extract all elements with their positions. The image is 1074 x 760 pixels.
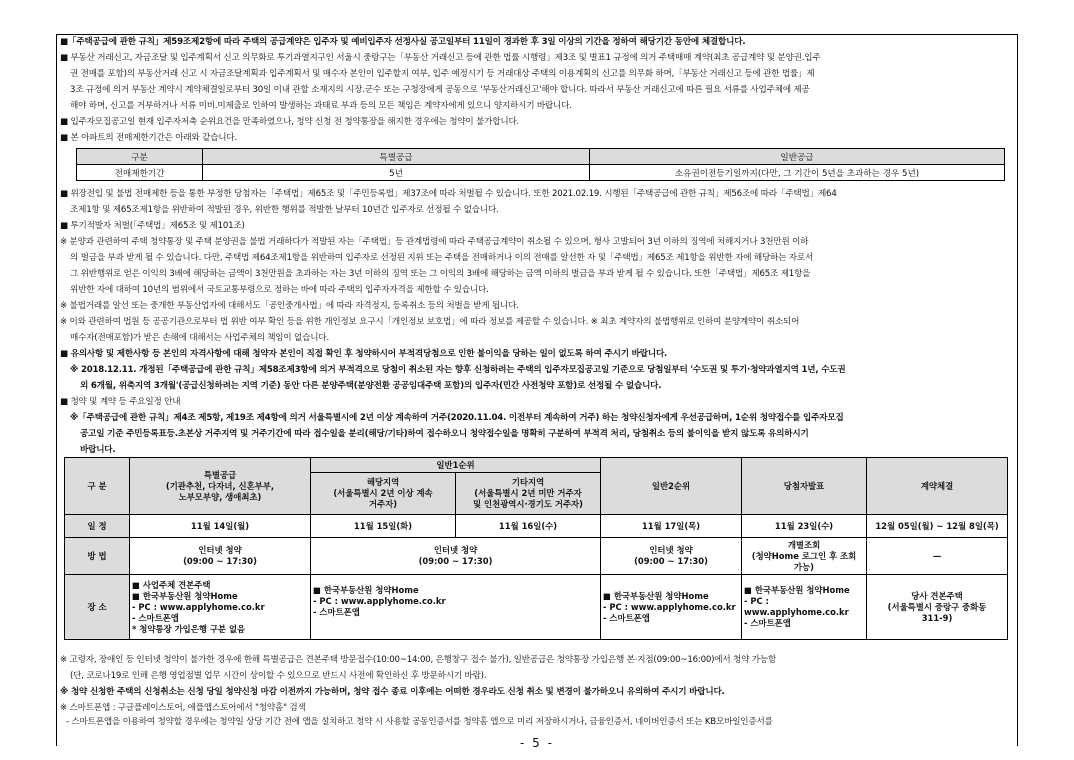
place-first: ■ 한국부동산원 청약Home - PC : www.applyhome.co.kr - 스마트폰앱 xyxy=(311,575,601,640)
notice-contract-period: ■「주택공급에 관한 규칙」제59조제2항에 따라 주택의 공급계약은 입주자 및 예비입주자 선정사실 공고일부터 11일이 경과한 후 3일 이상의 기간을 정하여 해당기간 동안에 체결합니다. xyxy=(60,37,746,47)
row-label: 전매제한기간 xyxy=(77,165,203,181)
notice-savings: ■ 입주자모집공고일 현재 입주자저축 순위요건을 만족하였으나, 청약 신청 전 청약통장을 해지한 경우에는 청약이 불가합니다. xyxy=(60,117,520,127)
notice-line: 해야 하며, 신고를 거부하거나 서류 미비.미제출로 인하여 발생하는 과태료 부과 등의 모든 책임은 계약자에게 있으니 양지하시기 바랍니다. xyxy=(70,101,572,111)
notice-line: 3조 규정에 의거 부동산 계약시 계약체결일로부터 30일 이내 관할 소재지의 시장.군수 또는 구청장에게 공동으로 '부동산거래신고'해야 합니다. 따라서 부동산 거래신고에 따른 필요 서류를 사업주체에 제공 xyxy=(70,85,810,95)
notice-line: ■ 유의사항 및 제한사항 등 본인의 자격사항에 대해 청약자 본인이 직접 확인 후 청약하시어 부적격당첨으로 인한 불이익을 당하는 일이 없도록 하여 주시기 바랍니다. xyxy=(60,349,668,359)
notice-line: ※ 분양과 관련하여 주택 청약통장 및 주택 분양권을 불법 거래하다가 적발된 자는「주택법」등 관계법령에 따라 주택공급계약이 취소될 수 있으며, 형사 고발되어 3년 이하의 징역에 처해지거나 3천만원 이하 xyxy=(60,237,809,247)
notice-line: ※「주택공급에 관한 규칙」제4조 제5항, 제19조 제4항에 의거 서울특별시에 2년 이상 계속하여 거주(2020.11.04. 이전부터 계속하여 거주) 하는 청약신청자에게 우선공급하며, 1순위 청약접수를 입주자모집 xyxy=(70,413,844,423)
resale-restriction-table xyxy=(76,148,1005,181)
notice-line: ※ 고령자, 장애인 등 인터넷 청약이 불가한 경우에 한해 특별공급은 견본주택 방문접수(10:00~14:00, 은행창구 접수 불가), 일반공급은 청약통장 가입은행 본·지점(09:00~16:00)에서 청약 가능함 xyxy=(60,655,777,665)
notice-line: ※ 2018.12.11. 개정된「주택공급에 관한 규칙」제58조제3항에 의거 부적격으로 당첨이 취소된 자는 향후 신청하려는 주택의 입주자모집공고일 기준으로 당첨일부터 '수도권 및 투기·청약과열지역 1년, 수도권 xyxy=(70,365,846,375)
date-contract: 12월 05일(월) ~ 12월 8일(목) xyxy=(867,515,1008,538)
notice-line: 외 6개월, 위축지역 3개월'(공급신청하려는 지역 기준) 동안 다른 분양주택(분양전환 공공임대주택 포함)의 입주자(민간 사전청약 포함)로 선정될 수 없습니다. xyxy=(80,381,662,391)
method-winner: 개별조회 (청약Home 로그인 후 조회 가능) xyxy=(742,538,867,575)
col-first-local: 해당지역 (서울특별시 2년 이상 계속 거주자) xyxy=(311,473,456,515)
notice-line: 공고일 기준 주민등록표등.초본상 거주지역 및 거주기간에 따라 접수일을 분리(해당/기타)하여 접수하오니 청약접수일을 명확히 구분하여 부적격 처리, 당첨취소 등의 불이익을 받지 않도록 유의하시기 xyxy=(80,429,809,439)
notice-line: ※ 이와 관련하여 법원 등 공공기관으로부터 법 위반 여부 확인 등을 위한 개인정보 요구시「개인정보 보호법」에 따라 정보를 제공할 수 있습니다. ※ 최초 계약자의 불법행위로 인하여 분양계약이 취소되어 xyxy=(60,317,800,327)
notice-resale-period: ■ 본 아파트의 전매제한기간은 아래와 같습니다. xyxy=(60,133,238,143)
place-winner: ■ 한국부동산원 청약Home - PC : www.applyhome.co.kr - 스마트폰앱 xyxy=(742,575,867,640)
method-special: 인터넷 청약 (09:00 ~ 17:30) xyxy=(130,538,311,575)
col-first: 일반1순위 xyxy=(311,458,601,473)
date-first-local: 11월 15일(화) xyxy=(311,515,456,538)
method-contract: — xyxy=(867,538,1008,575)
page-number: - 5 - xyxy=(520,736,554,750)
notice-line: 의 벌금을 부과 받게 될 수 있습니다. 다만, 주택법 제64조제1항을 위반하여 입주자로 선정된 지위 또는 주택을 전매하거나 이의 전매를 알선한 자 및「주택법」제65조 제1항을 위반한 자에 해당하는 자로서 xyxy=(70,253,814,263)
notice-line: 위반한 자에 대하여 10년의 범위에서 국토교통부령으로 정하는 바에 따라 주택의 입주자자격을 제한할 수 있습니다. xyxy=(70,285,489,295)
date-second: 11월 17일(목) xyxy=(601,515,742,538)
col-winner: 당첨자발표 xyxy=(742,458,867,515)
general-value: 소유권이전등기일까지(다만, 그 기간이 5년을 초과하는 경우 5년) xyxy=(590,165,1005,181)
row-method-label: 방 법 xyxy=(65,538,130,575)
schedule-table xyxy=(64,457,1008,640)
col-gubun: 구 분 xyxy=(65,458,130,515)
notice-line: ※ 불법거래를 알선 또는 중개한 부동산업자에 대해서도「공인중개사법」에 따라 자격정지, 등록취소 등의 처벌을 받게 됩니다. xyxy=(60,301,519,311)
place-second: ■ 한국부동산원 청약Home - PC : www.applyhome.co.kr - 스마트폰앱 xyxy=(601,575,742,640)
notice-line: (단, 코로나19로 인해 은행 영업점별 업무 시간이 상이할 수 있으므로 반드시 사전에 확인하신 후 방문하시기 바람). xyxy=(70,671,487,681)
col-second: 일반2순위 xyxy=(601,458,742,515)
header-gubun: 구분 xyxy=(77,149,203,165)
notice-line: 조제1항 및 제65조제1항을 위반하여 적발된 경우, 위반한 행위를 적발한 날부터 10년간 입주자로 선정될 수 없습니다. xyxy=(70,205,499,215)
notice-line: ※ 스마트폰앱 : 구글플레이스토어, 애플앱스토어에서 "청약홈" 검색 xyxy=(60,703,306,713)
row-date-label: 일 정 xyxy=(65,515,130,538)
notice-line: ■ 청약 및 계약 등 주요일정 안내 xyxy=(60,397,181,407)
header-special: 특별공급 xyxy=(203,149,590,165)
header-general: 일반공급 xyxy=(590,149,1005,165)
date-winner: 11월 23일(수) xyxy=(742,515,867,538)
notice-line: 매수자(전매포함)가 받은 손해에 대해서는 사업주체의 책임이 없습니다. xyxy=(70,333,329,343)
notice-line: 권 전매를 포함)의 부동산거래 신고 시 자금조달계획과 입주계획서 및 매수자 본인이 입주할지 여부, 입주 예정시기 등 거래대상 주택의 이용계획의 신고를 의무화 하며,「부동산 거래신고 등에 관한 법률」제 xyxy=(70,69,815,79)
place-special: ■ 사업주체 견본주택 ■ 한국부동산원 청약Home - PC : www.applyhome.co.kr - 스마트폰앱 * 청약통장 가입은행 구분 없음 xyxy=(130,575,311,640)
notice-real-estate-report: ■ 부동산 거래신고, 자금조달 및 입주계획서 신고 의무화로 투기과열지구인 서울시 중랑구는「부동산 거래신고 등에 관한 법률 시행령」제3조 및 별표1 규정에 의거 주택매매 계약(최초 공급계약 및 분양권.입주 xyxy=(60,53,821,63)
notice-line: 바랍니다. xyxy=(80,445,116,455)
special-value: 5년 xyxy=(203,165,590,181)
notice-line: - 스마트폰앱을 이용하여 청약할 경우에는 청약일 상당 기간 전에 앱을 설치하고 청약 시 사용할 공동인증서를 청약홈 앱으로 미리 저장하시거나, 금융인증서, 네이버인증서 또는 KB모바일인증서를 xyxy=(66,717,773,727)
place-contract: 당사 견본주택 (서울특별시 중랑구 중화동 311-9) xyxy=(867,575,1008,640)
notice-line: ■ 투기적발자 처벌(「주택법」제65조 및 제101조) xyxy=(60,221,245,231)
method-first: 인터넷 청약 (09:00 ~ 17:30) xyxy=(311,538,601,575)
col-special: 특별공급 (기관추천, 다자녀, 신혼부부, 노부모부양, 생애최초) xyxy=(130,458,311,515)
col-first-other: 기타지역 (서울특별시 2년 미만 거주자 및 인천광역시·경기도 거주자) xyxy=(456,473,601,515)
col-contract: 계약체결 xyxy=(867,458,1008,515)
notice-line: 그 위반행위로 얻은 이익의 3배에 해당하는 금액이 3천만원을 초과하는 자는 3년 이하의 징역 또는 그 이익의 3배에 해당하는 금액 이하의 벌금을 부과 받게 될 수 있습니다. 또한「주택법」제65조 제1항을 xyxy=(70,269,811,279)
date-first-other: 11월 16일(수) xyxy=(456,515,601,538)
notice-line: ※ 청약 신청한 주택의 신청취소는 신청 당일 청약신청 마감 이전까지 가능하며, 청약 접수 종료 이후에는 어떠한 경우라도 신청 취소 및 변경이 불가하오니 유의하여 주시기 바랍니다. xyxy=(60,687,725,697)
notice-line: ■ 위장전입 및 불법 전매제한 등을 통한 부정한 당첨자는「주택법」제65조 및「주민등록법」제37조에 따라 처벌될 수 있습니다. 또한 2021.02.19. 시행된「주택공급에 관한 규칙」제56조에 따라「주택법」제64 xyxy=(60,189,837,199)
row-place-label: 장 소 xyxy=(65,575,130,640)
method-second: 인터넷 청약 (09:00 ~ 17:30) xyxy=(601,538,742,575)
date-special: 11월 14일(월) xyxy=(130,515,311,538)
